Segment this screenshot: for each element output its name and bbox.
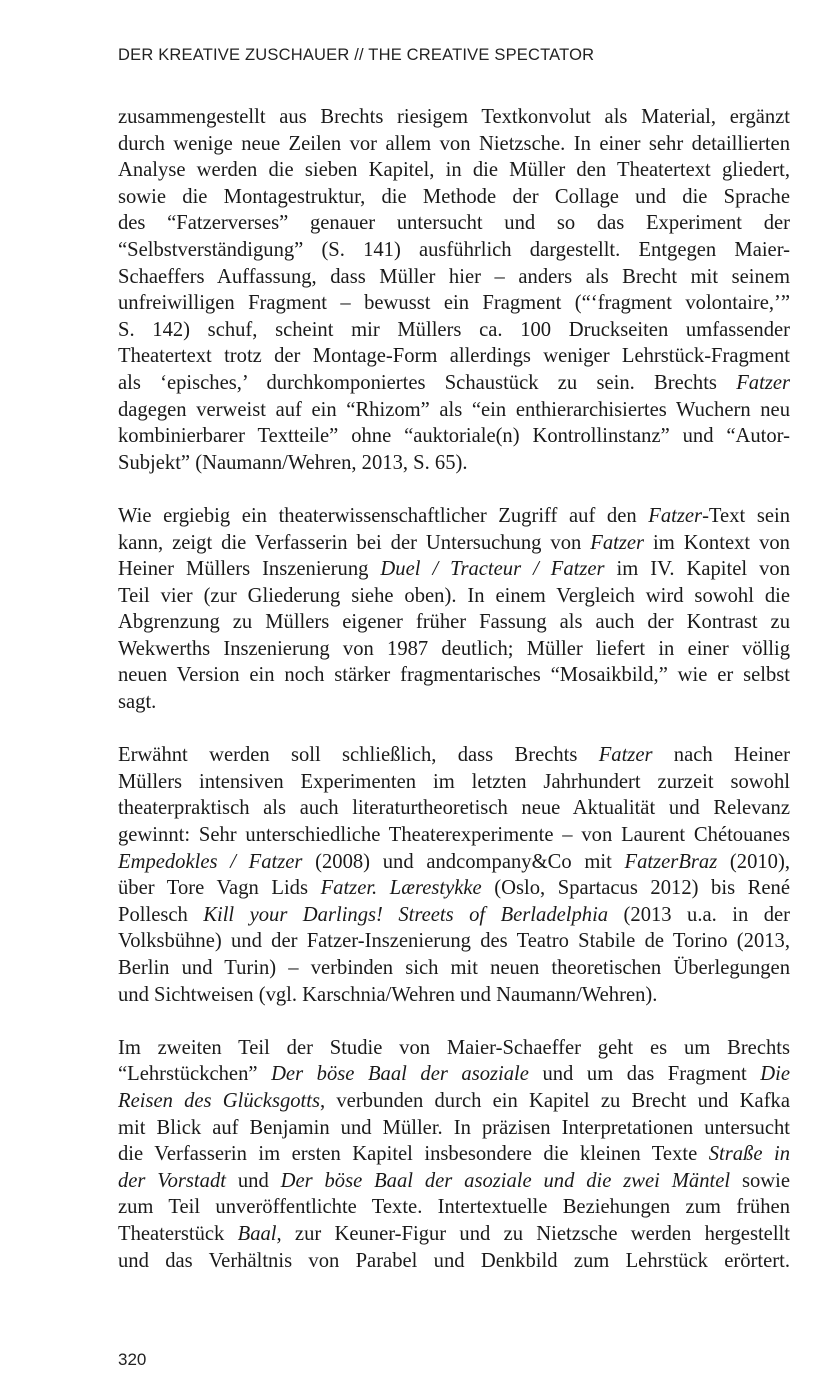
paragraph [118,1035,790,1274]
text-run: “Lehrstückchen” [118,1063,272,1086]
paragraph [118,742,790,1008]
text-run: , zur Keuner-Figur und zu Nietzsche werden hergestellt [276,1222,790,1245]
text-line [118,1088,790,1115]
text-line [118,343,790,370]
text-run: gewinnt: Sehr unterschiedliche Theaterexperimente – von Laurent Chétouanes [118,824,790,847]
text-run: im IV. Kapitel von [604,558,790,581]
italic-title: Die [760,1063,790,1086]
italic-title: Baal [237,1222,277,1245]
text-run: und um das Fragment [528,1063,761,1086]
text-run: -Text sein [702,504,791,527]
text-run: neuen Version ein noch stärker fragmentarisches “Mosaikbild,” wie er selbst [118,664,790,687]
text-run: Analyse werden die sieben Kapitel, in die Müller den Theatertext gliedert, [118,159,790,182]
text-run: , verbunden durch ein Kapitel zu Brecht und Kafka [320,1089,790,1112]
text-line [118,1061,790,1088]
text-run: Teil vier (zur Gliederung siehe oben). In einem Vergleich wird sowohl die [118,584,790,607]
text-run: als ‘episches,’ durchkomponiertes Schaustück zu sein. Brechts [118,371,737,394]
text-run: zusammengestellt aus Brechts riesigem Textkonvolut als Material, ergänzt [118,106,790,128]
text-line [118,157,790,184]
paragraph [118,104,790,476]
text-line [118,609,790,636]
text-run: kombinierbarer Textteile” ohne “auktoriale(n) Kontrollinstanz” und “Autor- [118,425,790,448]
running-header-title: DER KREATIVE ZUSCHAUER // THE CREATIVE SPECTATOR [118,46,595,64]
text-line [118,317,790,344]
text-line [118,530,790,557]
text-line [118,104,790,131]
text-line [118,397,790,424]
text-line [118,928,790,955]
italic-title: Fatzer. Lærestykke [320,877,482,900]
text-line [118,370,790,397]
text-run: Heiner Müllers Inszenierung [118,558,381,581]
italic-title: Reisen des Glücksgotts [118,1089,321,1112]
italic-title: Straße in [708,1143,790,1166]
text-run: zum Teil unveröffentlichte Texte. Intertextuelle Beziehungen zum frühen [118,1196,790,1219]
text-run: mit Blick auf Benjamin und Müller. In präzisen Interpretationen untersucht [118,1116,790,1139]
text-run: (2010), [717,850,790,873]
text-line [118,1194,790,1221]
italic-title: Duel / Tracteur / Fatzer [380,558,605,581]
text-line [118,450,790,477]
paragraph [118,503,790,716]
text-line [118,131,790,158]
text-run: die Verfasserin im ersten Kapitel insbesondere die kleinen Texte [118,1143,709,1166]
text-line [118,210,790,237]
text-line [118,423,790,450]
text-line [118,503,790,530]
italic-title: Der böse Baal der asoziale [271,1063,529,1086]
italic-title: FatzerBraz [624,850,718,873]
text-run: Theatertext trotz der Montage-Form allerdings weniger Lehrstück-Fragment [118,345,790,368]
text-run: Volksbühne) und der Fatzer-Inszenierung des Teatro Stabile de Torino (2013, [118,930,790,953]
text-run: und [225,1169,281,1192]
text-line [118,742,790,769]
italic-title: Fatzer [598,744,653,767]
text-run: kann, zeigt die Verfasserin bei der Untersuchung von [118,531,591,554]
text-run: theaterpraktisch als auch literaturtheoretisch neue Aktualität und Relevanz [118,797,790,820]
text-line [118,875,790,902]
text-line [118,1141,790,1168]
text-line [118,556,790,583]
text-run: (Oslo, Spartacus 2012) bis René [481,877,790,900]
body-text [118,104,790,1274]
text-line [118,795,790,822]
text-run: sowie [730,1169,790,1192]
text-line [118,1248,790,1275]
text-line [118,290,790,317]
text-run: sowie die Montagestruktur, die Methode der Collage und die Sprache [118,185,790,208]
italic-title: Empedokles / Fatzer [118,850,303,873]
text-run: Wie ergiebig ein theaterwissenschaftlicher Zugriff auf den [118,504,649,527]
italic-title: Kill your Darlings! Streets of Berladelphia [203,903,609,926]
text-line [118,1035,790,1062]
italic-title: Der böse Baal der asoziale und die zwei Mäntel [280,1169,731,1192]
text-run: und Sichtweisen (vgl. Karschnia/Wehren und Naumann/Wehren). [118,983,658,1006]
text-run: im Kontext von [644,531,790,554]
text-line [118,583,790,610]
text-run: dagegen verweist auf ein “Rhizom” als “ein enthierarchisiertes Wuchern neu [118,398,790,421]
text-line [118,822,790,849]
text-run: des “Fatzerverses” genauer untersucht und so das Experiment der [118,212,790,235]
text-run: durch wenige neue Zeilen vor allem von Nietzsche. In einer sehr detaillierten [118,132,790,155]
text-line [118,849,790,876]
text-run: Berlin und Turin) – verbinden sich mit neuen theoretischen Überlegungen [118,957,790,979]
page-number: 320 [118,1350,147,1369]
text-run: Pollesch [118,903,204,926]
text-line [118,982,790,1009]
text-run: Im zweiten Teil der Studie von Maier-Schaeffer geht es um Brechts [118,1036,790,1059]
text-run: über Tore Vagn Lids [118,877,321,900]
text-run: Müllers intensiven Experimenten im letzten Jahrhundert zurzeit sowohl [118,770,790,793]
text-run: und das Verhältnis von Parabel und Denkbild zum Lehrstück erörtert. [118,1249,790,1272]
text-run: Subjekt” (Naumann/Wehren, 2013, S. 65). [118,451,468,474]
text-run: S. 142) schuf, scheint mir Müllers ca. 100 Druckseiten umfassender [118,318,790,341]
italic-title: der Vorstadt [118,1169,226,1192]
text-run: unfreiwilligen Fragment – bewusst ein Fragment (“‘fragment volontaire,’” [118,292,790,315]
text-run: Schaeffers Auffassung, dass Müller hier – anders als Brecht mit seinem [118,265,790,288]
text-line [118,237,790,264]
text-run: “Selbstverständigung” (S. 141) ausführlich dargestellt. Entgegen Maier- [118,238,790,261]
text-line [118,264,790,291]
italic-title: Fatzer [648,504,703,527]
text-run: Abgrenzung zu Müllers eigener früher Fassung als auch der Kontrast zu [118,611,790,634]
italic-title: Fatzer [736,371,790,394]
text-line [118,769,790,796]
text-line [118,689,790,716]
text-run: sagt. [118,691,157,714]
text-run: Theaterstück [118,1222,238,1245]
text-run: nach Heiner [652,744,791,767]
text-run: (2008) und andcompany&Co mit [302,850,625,873]
text-line [118,1115,790,1142]
text-line [118,662,790,689]
text-line [118,1168,790,1195]
text-line [118,184,790,211]
text-run: Erwähnt werden soll schließlich, dass Brechts [118,744,599,767]
running-header [118,46,594,65]
text-line [118,1221,790,1248]
text-run: (2013 u.a. in der [608,903,791,926]
text-run: Wekwerths Inszenierung von 1987 deutlich; Müller liefert in einer völlig [118,637,790,660]
text-line [118,636,790,663]
text-line [118,902,790,929]
italic-title: Fatzer [590,531,645,554]
text-line [118,955,790,982]
